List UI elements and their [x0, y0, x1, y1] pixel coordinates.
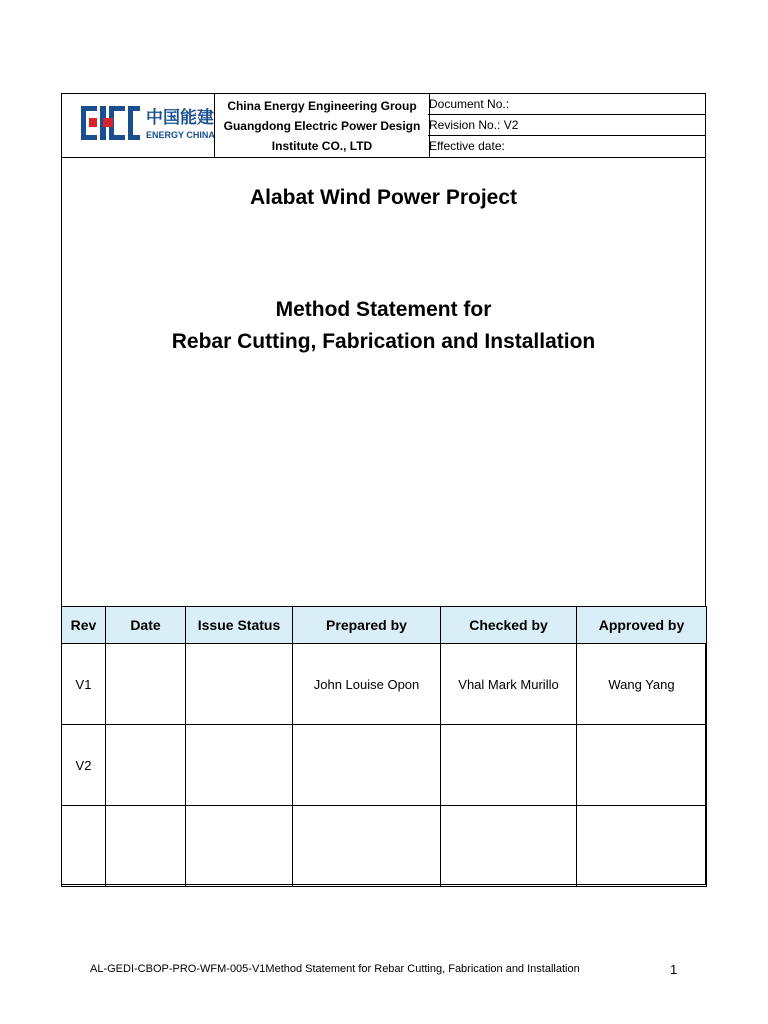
document-title-line-2: Rebar Cutting, Fabrication and Installation — [171, 330, 596, 353]
page-number: 1 — [670, 962, 678, 977]
logo-english-text: ENERGY CHINA — [146, 130, 214, 140]
table-row — [62, 806, 707, 887]
column-header-rev: Rev — [62, 607, 106, 644]
column-header-issue-status: Issue Status — [186, 607, 293, 644]
cell-approved-by: Wang Yang — [577, 644, 707, 725]
cell-issue-status — [186, 644, 293, 725]
cell-issue-status — [186, 725, 293, 806]
company-logo — [62, 94, 214, 157]
ceec-logo-icon — [62, 94, 214, 157]
company-name-line-3: Institute CO., LTD — [271, 138, 373, 153]
column-header-approved-by: Approved by — [577, 607, 707, 644]
cell-rev: V2 — [62, 725, 106, 806]
company-name-line-2: Guangdong Electric Power Design — [223, 118, 421, 133]
document-header — [62, 94, 705, 158]
logo-chinese-text: 中国能建 — [146, 108, 214, 128]
company-name-line-1: China Energy Engineering Group — [227, 98, 417, 113]
column-header-checked-by: Checked by — [441, 607, 577, 644]
document-title-line-1: Method Statement for — [275, 298, 492, 321]
document-frame — [61, 93, 706, 885]
document-meta — [428, 94, 705, 157]
footer-document-reference: AL-GEDI-CBOP-PRO-WFM-005-V1Method Statement for Rebar Cutting, Fabrication and Installation — [90, 963, 580, 975]
cell-approved-by — [577, 806, 707, 887]
cell-prepared-by: John Louise Opon — [293, 644, 441, 725]
column-header-prepared-by: Prepared by — [293, 607, 441, 644]
cell-prepared-by — [293, 725, 441, 806]
revision-number-field: Revision No.: V2 — [428, 115, 705, 136]
cell-date — [106, 806, 186, 887]
project-title: Alabat Wind Power Project — [249, 186, 518, 209]
cell-approved-by — [577, 725, 707, 806]
cell-checked-by — [441, 725, 577, 806]
cell-prepared-by — [293, 806, 441, 887]
table-row — [62, 644, 707, 725]
cell-rev: V1 — [62, 644, 106, 725]
document-title — [62, 294, 705, 358]
revision-table-header — [62, 607, 707, 644]
cell-rev — [62, 806, 106, 887]
table-row — [62, 725, 707, 806]
cell-date — [106, 644, 186, 725]
document-number-field: Document No.: — [428, 94, 705, 115]
cell-checked-by: Vhal Mark Murillo — [441, 644, 577, 725]
effective-date-field: Effective date: — [429, 139, 505, 153]
revision-table — [61, 606, 707, 887]
company-name — [214, 94, 430, 157]
cell-date — [106, 725, 186, 806]
cell-issue-status — [186, 806, 293, 887]
column-header-date: Date — [106, 607, 186, 644]
cell-checked-by — [441, 806, 577, 887]
